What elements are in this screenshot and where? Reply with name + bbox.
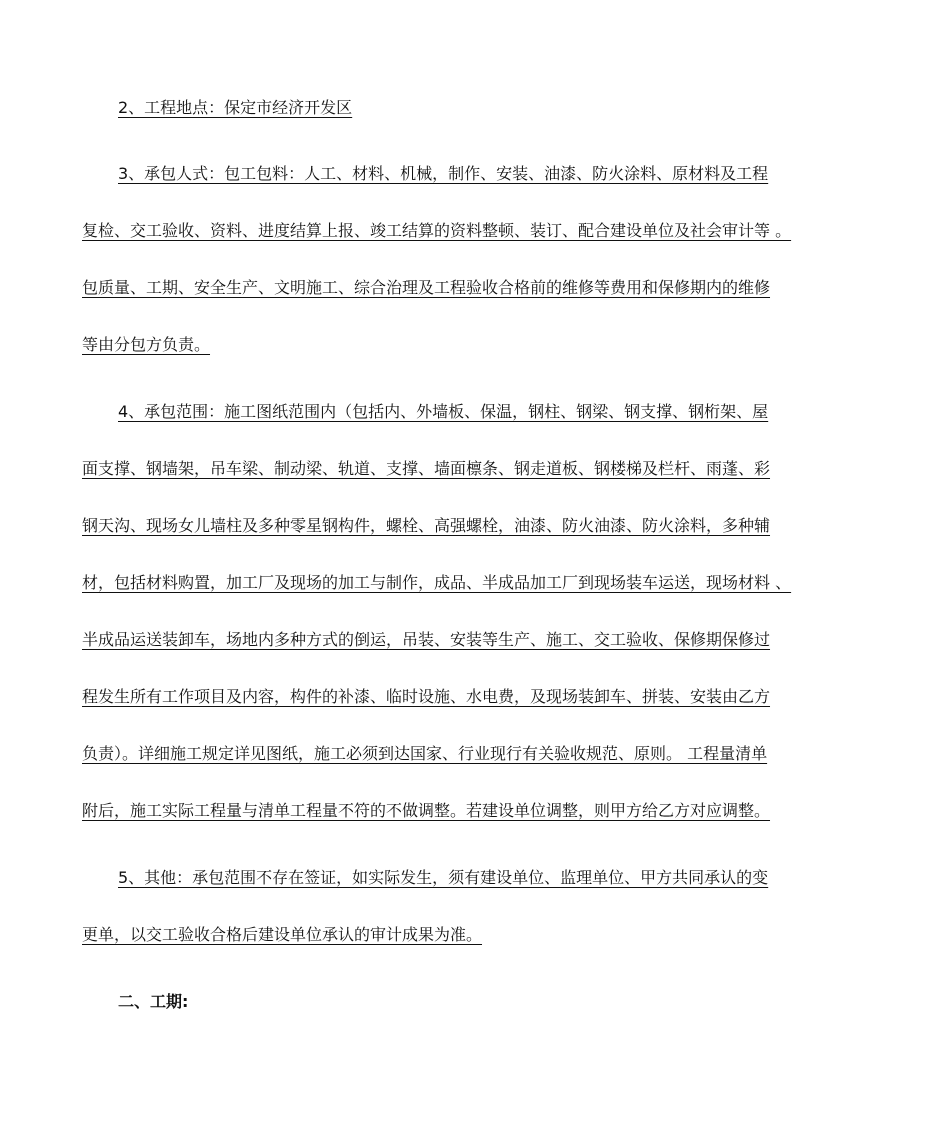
item-2-site: 2、工程地点：保定市经济开发区 (118, 98, 353, 117)
item-4-line-6: 程发生所有工作项目及内容，构件的补漆、临时设施、水电费，及现场装卸车、拼装、安装由乙方 (82, 687, 771, 706)
item-3-line-1: 3、承包人式：包工包料：人工、材料、机械，制作、安装、油漆、防火涂料、原材料及工程 (118, 164, 769, 183)
section-2-heading: 二、工期: (118, 992, 189, 1011)
item-3-line-3: 包质量、工期、安全生产、文明施工、综合治理及工程验收合格前的维修等费用和保修期内的维修 (82, 278, 771, 297)
item-4-line-3: 钢天沟、现场女儿墙柱及多种零星钢构件，螺栓、高强螺栓，油漆、防火油漆、防火涂料，多种辅 (82, 516, 771, 535)
item-3-line-2: 复检、交工验收、资料、进度结算上报、竣工结算的资料整顿、装订、配合建设单位及社会审计等 。 (82, 221, 792, 240)
item-5-line-2: 更单，以交工验收合格后建设单位承认的审计成果为准。 (82, 925, 483, 944)
item-4-line-5: 半成品运送装卸车，场地内多种方式的倒运，吊装、安装等生产、施工、交工验收、保修期保修过 (82, 630, 771, 649)
item-4-line-1: 4、承包范围：施工图纸范围内（包括内、外墙板、保温，钢柱、钢梁、钢支撑、钢桁架、屋 (118, 402, 769, 421)
item-4-line-2: 面支撑、钢墙架，吊车梁、制动梁、轨道、支撑、墙面檩条、钢走道板、钢楼梯及栏杆、雨蓬、彩 (82, 459, 771, 478)
item-4-line-4: 材，包括材料购置，加工厂及现场的加工与制作，成品、半成品加工厂到现场装车运送，现场材料 、 (82, 573, 792, 592)
item-4-line-8: 附后，施工实际工程量与清单工程量不符的不做调整。若建设单位调整，则甲方给乙方对应调整。 (82, 801, 771, 820)
item-3-line-4: 等由分包方负责。 (82, 335, 211, 354)
item-4-line-7: 负责）。详细施工规定详见图纸，施工必须到达国家、行业现行有关验收规范、原则。 工程量清单 (82, 744, 768, 763)
item-5-line-1: 5、其他：承包范围不存在签证，如实际发生，须有建设单位、监理单位、甲方共同承认的变 (118, 868, 769, 887)
